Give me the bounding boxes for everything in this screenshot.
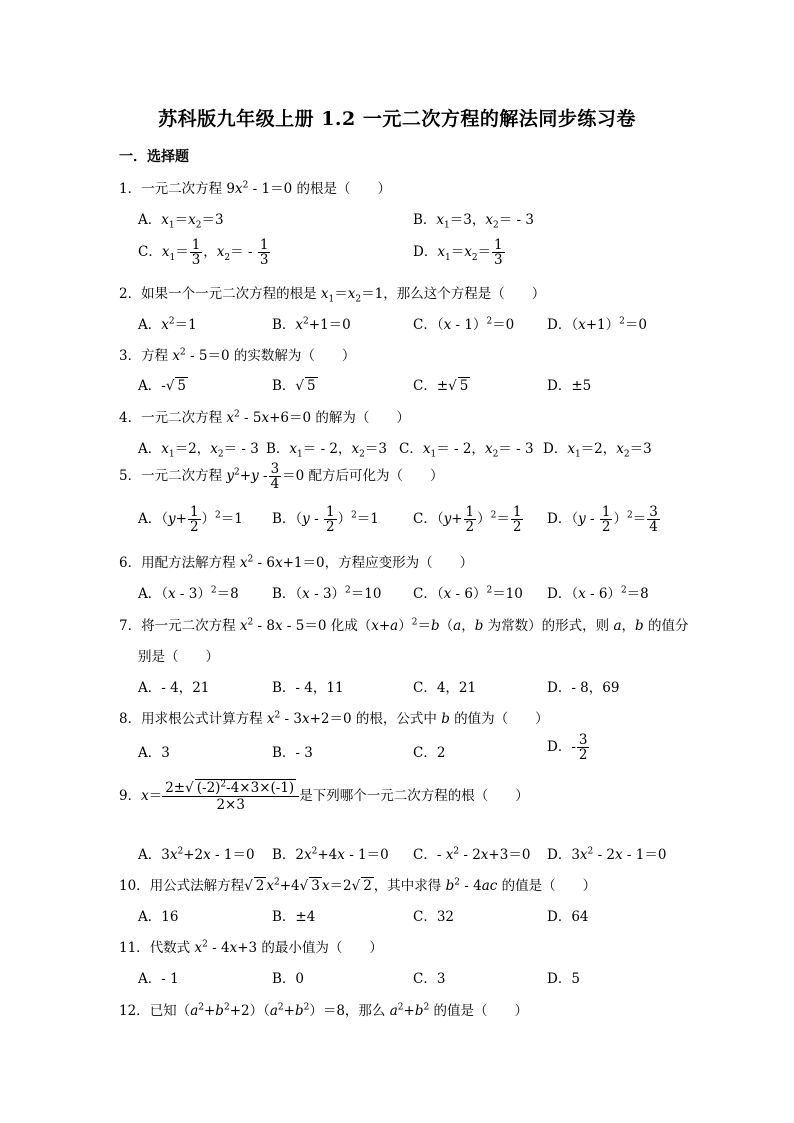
- option-label: A．: [138, 511, 162, 528]
- question-number: 1．: [119, 181, 142, 197]
- question-7-continued: 别是（ ）: [138, 649, 219, 665]
- option-label: A．: [138, 212, 162, 228]
- option-6d[interactable]: D．（x - 6）$^2$＝8: [547, 585, 649, 602]
- question-2: [119, 282, 546, 305]
- question-text: 代数式 $x^2 - 4x+3$ 的最小值为（ ）: [149, 939, 383, 956]
- question-8: [119, 707, 549, 727]
- option-7a[interactable]: A．- 4，21: [138, 680, 210, 696]
- option-6c[interactable]: C．（x - 6）$^2$＝10: [413, 585, 523, 602]
- option-label: C．: [413, 317, 437, 333]
- question-11: [119, 936, 383, 956]
- option-6a[interactable]: A．（x - 3）$^2$＝8: [138, 585, 239, 602]
- option-5b[interactable]: B．（y - $\frac{1}{2}$ ）$^2$＝1: [272, 504, 379, 536]
- option-label: B．: [413, 212, 437, 228]
- question-5: [119, 462, 444, 491]
- option-label: D．: [547, 971, 572, 987]
- option-label: B．: [266, 441, 290, 457]
- option-label: D．: [547, 586, 572, 602]
- option-4b[interactable]: B．$x_1= - 2$，$x_2=3$: [266, 441, 387, 460]
- option-label: B．: [272, 847, 296, 863]
- option-8a[interactable]: A．3: [138, 745, 170, 761]
- option-label: B．: [272, 745, 296, 761]
- option-7c[interactable]: C．4，21: [413, 680, 477, 696]
- question-text: 如果一个一元二次方程的根是 $x_1=x_2=1$，那么这个方程是（ ）: [141, 286, 546, 305]
- option-11a[interactable]: A．- 1: [138, 971, 179, 987]
- option-label: C．: [413, 745, 437, 761]
- option-label: A．: [138, 847, 162, 863]
- option-1a[interactable]: A．$x_1=x_2=3$: [138, 212, 224, 231]
- option-8d[interactable]: D．- $\frac{3}{2}$: [547, 732, 588, 764]
- option-label: A．: [138, 680, 162, 696]
- option-label: B．: [272, 909, 296, 925]
- question-number: 11．: [119, 940, 150, 956]
- option-label: B．: [272, 971, 296, 987]
- option-2d[interactable]: D．$(x+1)^2=0$: [547, 316, 647, 333]
- question-10: [119, 874, 596, 894]
- option-1d[interactable]: D．$x_1=x_2=$ $\frac{1}{3}$: [413, 237, 503, 269]
- option-9c[interactable]: C．- $x^2 - 2x+3=0$: [413, 846, 531, 863]
- question-text: 用公式法解方程√ 2 $x^2+4√$ 3 x＝2√ 2 ，其中求得 $b^2 - 4ac$ 的值是（ ）: [149, 877, 597, 894]
- option-label: D．: [547, 847, 572, 863]
- question-text: 方程 $x^2 - 5=0$ 的实数解为（ ）: [141, 347, 356, 364]
- option-4d[interactable]: D．$x_1=2$，$x_2=3$: [543, 441, 652, 460]
- question-text: 已知$(a^2+b^2+2)(a^2+b^2)=8$，那么 $a^2+b^2$ 的值是（ ）: [149, 1002, 529, 1019]
- option-label: D．: [543, 441, 568, 457]
- option-2b[interactable]: B．$x^2+1=0$: [272, 316, 351, 333]
- question-number: 10．: [119, 878, 150, 894]
- option-10b[interactable]: B．±4: [272, 909, 316, 925]
- question-number: 3．: [119, 348, 142, 364]
- question-9: [119, 780, 529, 813]
- question-number: 6．: [119, 555, 142, 571]
- option-4c[interactable]: C．$x_1= - 2$，$x_2= - 3$: [399, 441, 534, 460]
- option-9a[interactable]: A．$3x^2+2x - 1=0$: [138, 846, 255, 863]
- option-8b[interactable]: B．- 3: [272, 745, 313, 761]
- option-label: B．: [272, 511, 296, 528]
- option-label: C．: [413, 511, 437, 528]
- option-label: C．: [413, 847, 437, 863]
- question-number: 9．: [119, 788, 142, 805]
- option-7d[interactable]: D．- 8，69: [547, 680, 620, 696]
- option-10d[interactable]: D．64: [547, 909, 589, 925]
- option-10a[interactable]: A．16: [138, 909, 179, 925]
- option-2c[interactable]: C．（x - 1）$^2$＝0: [413, 316, 515, 333]
- option-label: D．: [547, 680, 572, 696]
- option-label: B．: [272, 586, 296, 602]
- option-label: A．: [138, 971, 162, 987]
- option-label: C．: [399, 441, 423, 457]
- option-6b[interactable]: B．（x - 3）$^2$＝10: [272, 585, 382, 602]
- option-label: C．: [413, 680, 437, 696]
- option-7b[interactable]: B．- 4，11: [272, 680, 344, 696]
- option-label: A．: [138, 378, 162, 394]
- option-3a[interactable]: A．-√ 5: [138, 378, 187, 394]
- question-4: [119, 406, 410, 426]
- option-label: A．: [138, 909, 162, 925]
- option-label: A．: [138, 745, 162, 761]
- option-5a[interactable]: A．（y+ $\frac{1}{2}$ ）$^2$＝1: [138, 504, 243, 536]
- option-5d[interactable]: D．（y - $\frac{1}{2}$ ）$^2$＝ $\frac{3}{4}$: [547, 504, 658, 536]
- option-label: D．: [413, 244, 438, 261]
- question-text: 一元二次方程 $9x^2 - 1=0$ 的根是（ ）: [141, 180, 391, 197]
- question-1: [119, 177, 391, 197]
- question-3: [119, 344, 355, 364]
- option-9b[interactable]: B．$2x^2+4x - 1=0$: [272, 846, 389, 863]
- option-label: D．: [547, 739, 572, 756]
- option-label: A．: [138, 317, 162, 333]
- option-label: C．: [413, 378, 437, 394]
- question-number: 2．: [119, 286, 142, 302]
- option-label: B．: [272, 680, 296, 696]
- option-5c[interactable]: C．（y+ $\frac{1}{2}$ ）$^2$＝ $\frac{1}{2}$: [413, 504, 522, 536]
- option-11d[interactable]: D．5: [547, 971, 580, 987]
- question-text: 用求根公式计算方程 $x^2 - 3x+2=0$ 的根，公式中 b 的值为（ ）: [141, 710, 549, 727]
- option-label: B．: [272, 317, 296, 333]
- question-6: [119, 551, 473, 571]
- question-number: 4．: [119, 410, 142, 426]
- option-label: D．: [547, 909, 572, 925]
- question-text: 将一元二次方程 $x^2 - 8x - 5=0$ 化成$(x+a)^2=b(a$，b 为常数）的形式，则 a，b 的值分: [141, 617, 689, 634]
- option-9d[interactable]: D．$3x^2 - 2x - 1=0$: [547, 846, 667, 863]
- option-label: B．: [272, 378, 296, 394]
- question-number: 8．: [119, 711, 142, 727]
- question-text: 用配方法解方程 $x^2 - 6x+1=0$，方程应变形为（ ）: [141, 554, 474, 571]
- option-label: C．: [138, 244, 162, 261]
- option-11b[interactable]: B．0: [272, 971, 305, 987]
- option-1b[interactable]: B．$x_1=3$，$x_2= - 3$: [413, 212, 534, 231]
- option-label: D．: [547, 511, 572, 528]
- question-number: 5．: [119, 468, 142, 485]
- option-label: C．: [413, 909, 437, 925]
- option-label: C．: [413, 586, 437, 602]
- option-11c[interactable]: C．3: [413, 971, 446, 987]
- option-3c[interactable]: C．±√ 5: [413, 378, 469, 394]
- option-10c[interactable]: C．32: [413, 909, 455, 925]
- option-3b[interactable]: B．√ 5: [272, 378, 316, 394]
- question-text: 一元二次方程 $x^2 - 5x+6=0$ 的解为（ ）: [141, 409, 410, 426]
- page-title: 苏科版九年级上册 1.2 一元二次方程的解法同步练习卷: [158, 108, 636, 130]
- option-8c[interactable]: C．2: [413, 745, 446, 761]
- option-label: D．: [547, 317, 572, 333]
- option-1c[interactable]: C．$x_1=$ $\frac{1}{3}$ ，$x_2=$ - $\frac{1}{3}$: [138, 237, 269, 269]
- option-2a[interactable]: A．$x^2=1$: [138, 316, 197, 333]
- option-label: A．: [138, 441, 162, 457]
- question-number: 12．: [119, 1003, 150, 1019]
- section-heading: 一．选择题: [119, 149, 189, 165]
- question-text: x＝ $\frac{2\pm√ (-2)^2-4\times 3\times(-1)}{2\times 3}$ 是下列哪个一元二次方程的根（ ）: [141, 779, 529, 814]
- option-4a[interactable]: A．$x_1=2$，$x_2= - 3$: [138, 441, 259, 460]
- option-label: A．: [138, 586, 162, 602]
- question-text: 一元二次方程 $y^2+y$ - $\frac{3}{4}$ ＝0 配方后可化为（ ）: [141, 461, 444, 493]
- option-label: D．: [547, 378, 572, 394]
- question-7: [119, 614, 688, 634]
- question-12: [119, 999, 528, 1019]
- question-number: 7．: [119, 618, 142, 634]
- option-label: C．: [413, 971, 437, 987]
- option-3d[interactable]: D．±5: [547, 378, 592, 394]
